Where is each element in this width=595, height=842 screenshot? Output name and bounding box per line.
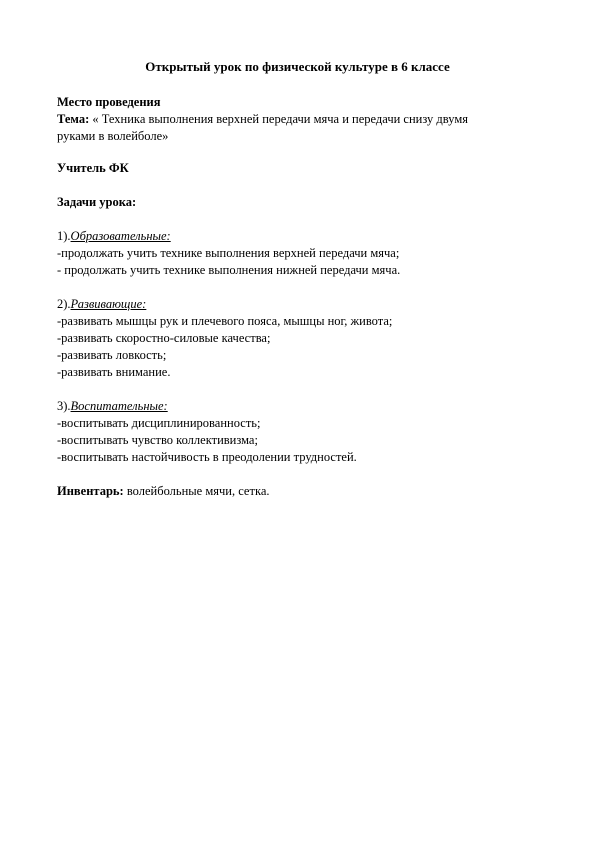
inventory-label: Инвентарь: [57,484,124,498]
section-heading-1 [57,228,537,245]
list-item: -продолжать учить технике выполнения верхней передачи мяча; [57,246,400,260]
spacer [57,466,537,483]
theme-line-2: руками в волейболе» [57,129,169,143]
inventory-line [57,483,537,500]
list-item: -развивать скоростно-силовые качества; [57,331,271,345]
teacher-label: Учитель ФК [57,161,129,175]
section-number: 3). [57,399,71,413]
list-item: -развивать мышцы рук и плечевого пояса, мышцы ног, живота; [57,314,393,328]
place-label: Место проведения [57,95,161,109]
section-number: 2). [57,297,71,311]
spacer [57,279,537,296]
list-item: -воспитывать настойчивость в преодолении трудностей. [57,450,357,464]
list-item: -развивать ловкость; [57,348,167,362]
document-body [57,94,537,500]
spacer [57,211,537,228]
spacer [57,381,537,398]
theme-label: Тема: [57,112,90,126]
section-title: Образовательные: [70,229,171,243]
spacer [57,177,537,194]
section-heading-3 [57,398,537,415]
spacer [57,145,537,160]
list-item: -развивать внимание. [57,365,171,379]
theme-text-1: « Техника выполнения верхней передачи мяча и передачи снизу двумя [89,112,468,126]
list-item: - продолжать учить технике выполнения нижней передачи мяча. [57,263,401,277]
section-heading-2 [57,296,537,313]
section-title: Развивающие: [70,297,147,311]
document-title: Открытый урок по физической культуре в 6 классе [145,59,450,74]
section-number: 1). [57,229,71,243]
list-item: -воспитывать дисциплинированность; [57,416,261,430]
inventory-text: волейбольные мячи, сетка. [123,484,270,498]
tasks-label: Задачи урока: [57,195,137,209]
list-item: -воспитывать чувство коллективизма; [57,433,258,447]
theme-line-1 [57,111,537,128]
section-title: Воспитательные: [70,399,168,413]
